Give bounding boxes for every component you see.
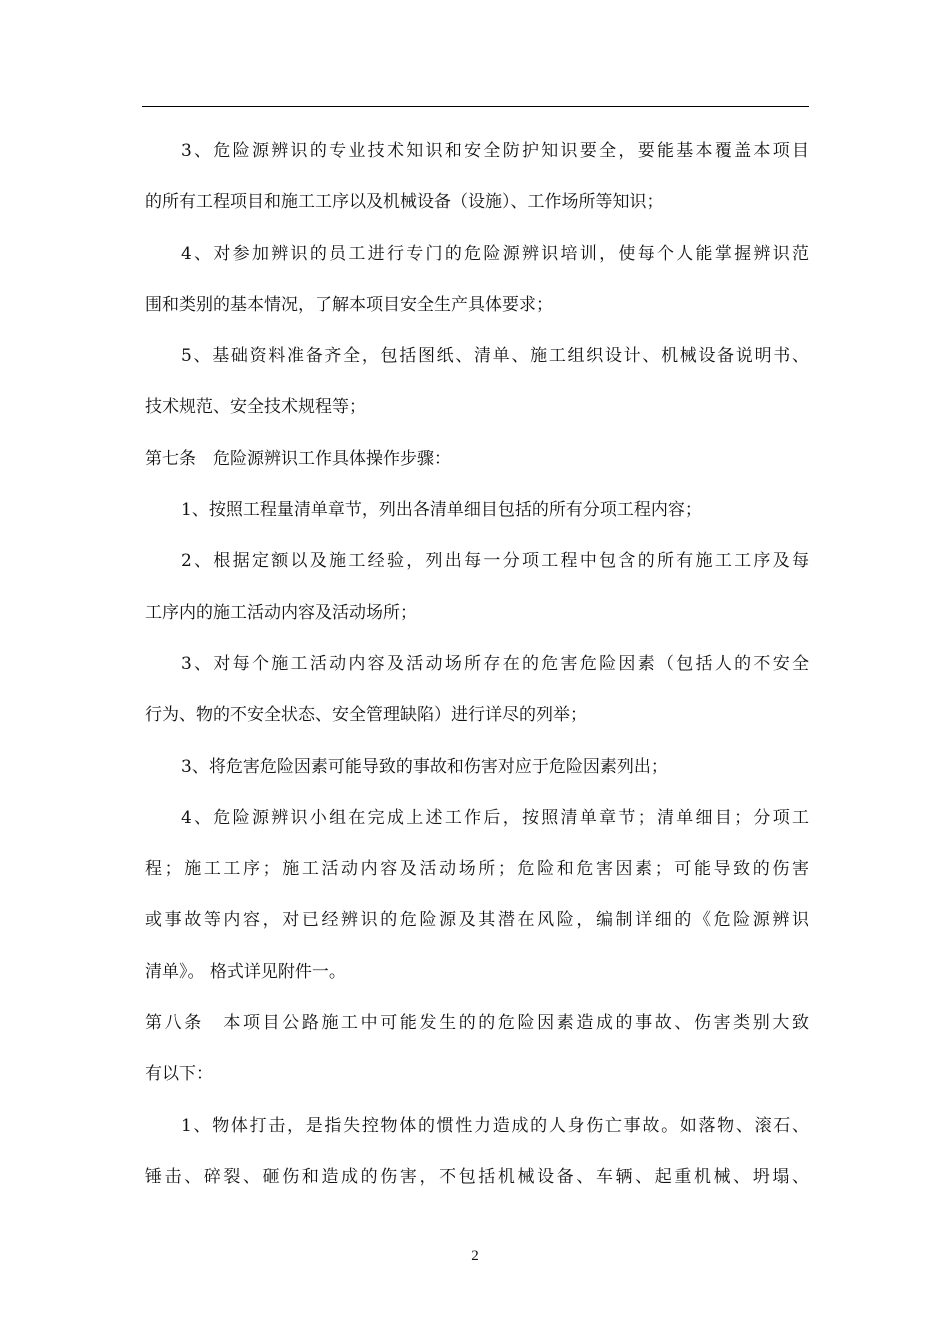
paragraph-line: 的所有工程项目和施工工序以及机械设备（设施）、工作场所等知识； (145, 192, 664, 213)
body-text (145, 126, 809, 1203)
header-rule (142, 106, 809, 107)
paragraph-line: 行为、物的不安全状态、安全管理缺陷）进行详尽的列举； (145, 705, 587, 726)
paragraph-line: 4、对参加辨识的员工进行专门的危险源辨识培训，使每个人能掌握辨识范 (181, 243, 809, 264)
paragraph-line: 2、根据定额以及施工经验，列出每一分项工程中包含的所有施工工序及每 (181, 551, 809, 572)
paragraph-line: 技术规范、安全技术规程等； (145, 397, 366, 418)
paragraph-line: 锤击、碎裂、砸伤和造成的伤害，不包括机械设备、车辆、起重机械、坍塌、 (145, 1166, 809, 1187)
article-heading: 第七条 危险源辨识工作具体操作步骤： (145, 448, 451, 469)
page-number: 2 (471, 1248, 479, 1264)
paragraph-line: 4、危险源辨识小组在完成上述工作后，按照清单章节；清单细目；分项工 (181, 807, 809, 828)
article-heading: 第八条 本项目公路施工中可能发生的的危险因素造成的事故、伤害类别大致 (145, 1013, 809, 1034)
paragraph-line: 3、将危害危险因素可能导致的事故和伤害对应于危险因素列出； (181, 756, 668, 777)
paragraph-line: 围和类别的基本情况，了解本项目安全生产具体要求； (145, 294, 553, 315)
paragraph-line: 1、按照工程量清单章节，列出各清单细目包括的所有分项工程内容； (181, 500, 702, 521)
paragraph-line: 有以下： (145, 1064, 213, 1085)
paragraph-line: 工序内的施工活动内容及活动场所； (145, 602, 417, 623)
paragraph-line: 5、基础资料准备齐全，包括图纸、清单、施工组织设计、机械设备说明书、 (181, 346, 809, 367)
paragraph-line: 或事故等内容，对已经辨识的危险源及其潜在风险，编制详细的《危险源辨识 (145, 910, 809, 931)
paragraph-line: 清单》。 格式详见附件一。 (145, 961, 346, 982)
paragraph-line: 1、物体打击，是指失控物体的惯性力造成的人身伤亡事故。如落物、滚石、 (181, 1115, 809, 1136)
paragraph-line: 程；施工工序；施工活动内容及活动场所；危险和危害因素；可能导致的伤害 (145, 859, 809, 880)
paragraph-line: 3、危险源辨识的专业技术知识和安全防护知识要全，要能基本覆盖本项目 (181, 141, 809, 161)
paragraph-line: 3、对每个施工活动内容及活动场所存在的危害危险因素（包括人的不安全 (181, 653, 809, 674)
